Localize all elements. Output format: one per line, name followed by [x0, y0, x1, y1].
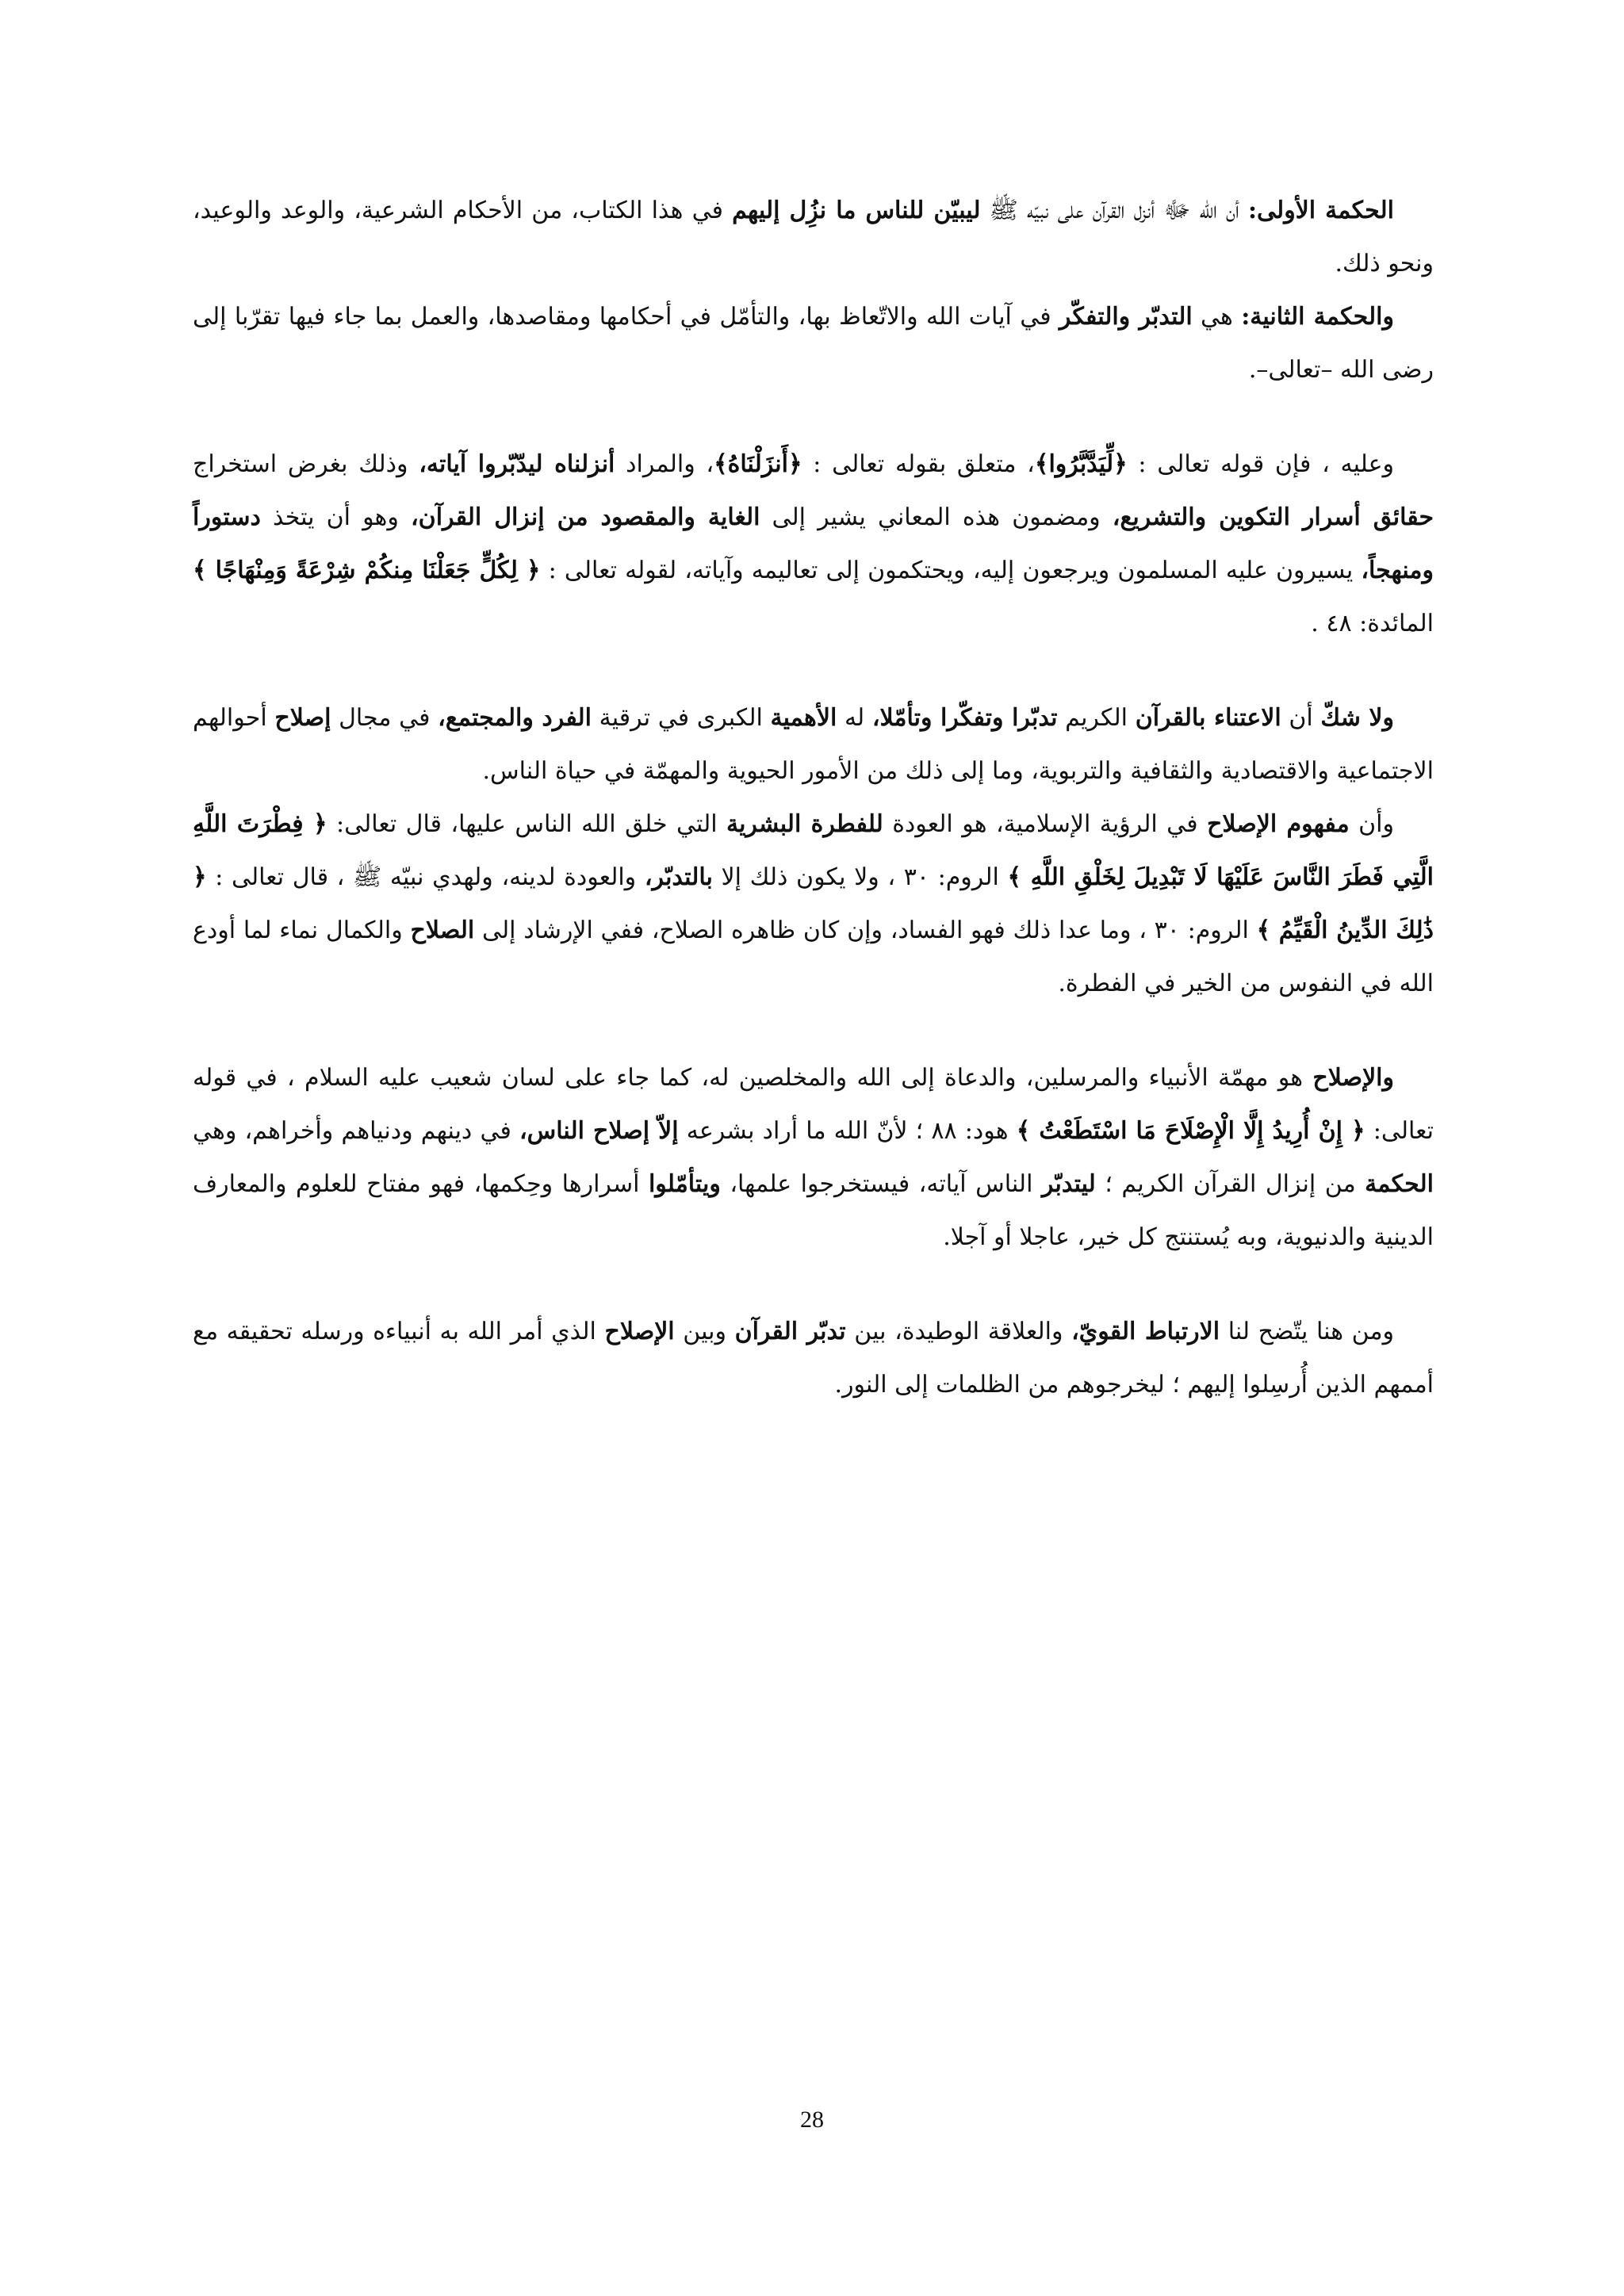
text: الكريم [1057, 704, 1136, 732]
document-body [193, 184, 1434, 1411]
text: ، متعلق بقوله تعالى : [802, 450, 1035, 478]
text: أسرارها وحِكمها، فهو مفتاح للعلوم والمعارف الدينية والدنيوية، وبه يُستنتج كل خير، عاجلا أو آجلا. [193, 1170, 1434, 1251]
text: الكبرى في ترقية [592, 704, 771, 732]
text: والعودة لدينه، ولهدي نبيّه ﷺ ، قال تعالى : [206, 863, 645, 891]
bold-text: الاعتناء بالقرآن [1135, 704, 1281, 732]
text: الناس آياته، فيستخرجوا علمها، [720, 1170, 1042, 1198]
text: والعلاقة الوطيدة، بين [845, 1318, 1072, 1345]
text: في هذا الكتاب، من الأحكام الشرعية، والوعد والوعيد، ونحو ذلك. [193, 197, 1434, 277]
text: يسيرون عليه المسلمون ويرجعون إليه، ويحتكمون إلى تعاليمه وآياته، لقوله تعالى : [540, 557, 1362, 584]
paragraph-islah-concept [193, 798, 1434, 1010]
text: ، والمراد [615, 450, 714, 478]
text: التي خلق الله الناس عليها، قال تعالى: [327, 810, 726, 838]
text: من إنزال القرآن الكريم ؛ [1095, 1170, 1365, 1198]
text: وذلك بغرض استخراج [193, 450, 419, 478]
bold-text: إصلاح [274, 704, 331, 732]
text: في الرؤية الإسلامية، هو العودة [883, 810, 1207, 838]
text: وعليه ، فإن قوله تعالى : [1127, 450, 1394, 478]
bold-text: الحكمة [1365, 1170, 1434, 1198]
text: هو مهمّة الأنبياء والمرسلين، والدعاة إلى الله والمخلصين له، كما جاء على لسان شعيب عليه السلام ، في قوله تعالى: [193, 1064, 1434, 1145]
bold-text: التدبّر والتفكّر [1059, 303, 1193, 331]
text: وبين [674, 1318, 735, 1345]
text: وهو أن يتخذ [260, 503, 411, 531]
quran-verse: ﴿ فِطْرَتَ اللَّهِ الَّتِي فَطَرَ النَّاسَ عَلَيْهَا لَا تَبْدِيلَ لِخَلْقِ اللَّهِ ﴾ [193, 810, 1434, 891]
bold-text: حقائق أسرار التكوين والتشريع، [1112, 503, 1434, 531]
text: ومن هنا يتّضح لنا [1220, 1318, 1395, 1345]
bold-text: تدبّر القرآن [734, 1318, 846, 1345]
text: هي [1192, 303, 1242, 331]
verse-reference: المائدة: ٤٨ . [1311, 610, 1434, 637]
bold-text: ليتدبّر [1041, 1170, 1096, 1198]
quran-verse: ﴿ إِنْ أُرِيدُ إِلَّا الْإِصْلَاحَ مَا اسْتَطَعْتُ ﴾ [1016, 1117, 1365, 1145]
text: أن [1281, 704, 1321, 732]
bold-text: دستوراً ومنهجاً، [193, 503, 1434, 584]
bold-text: مفهوم الإصلاح [1206, 810, 1350, 838]
text: في آيات الله والاتّعاظ بها، والتأمّل في أحكامها ومقاصدها، والعمل بما جاء فيها تقرّبا إلى رضى الله –تعالى–. [193, 303, 1434, 384]
bold-text: أنزلناه ليدّبّروا آياته، [419, 450, 615, 478]
paragraph-second-wisdom [193, 290, 1434, 396]
bold-text: الصلاح [410, 916, 475, 944]
quran-verse: ﴿أَنزَلْنَاهُ﴾ [714, 450, 802, 478]
bold-text: ولا شكّ [1320, 704, 1394, 732]
bold-text: الارتباط القويّ، [1071, 1318, 1220, 1345]
bold-text: ليبيّن للناس ما نزُِل إليهم [732, 197, 981, 224]
paragraph-first-wisdom [193, 184, 1434, 290]
bold-text: الأهمية [770, 704, 837, 732]
text: في مجال [331, 704, 439, 732]
text: أن الله ﷻ أنزل القرآن على نبيّه ﷺ [980, 197, 1248, 224]
quran-verse: ﴿ لِكُلٍّ جَعَلْنَا مِنكُمْ شِرْعَةً وَمِنْهَاجًا ﴾ [193, 557, 541, 584]
text: هود: ٨٨ ؛ لأنّ الله ما أراد بشرعه [678, 1117, 1017, 1145]
paragraph-conclusion [193, 1305, 1434, 1411]
bold-text: الغاية والمقصود من إنزال القرآن، [410, 503, 760, 531]
text: الذي أمر الله به أنبياءه ورسله تحقيقه مع أممهم الذين أُرسِلوا إليهم ؛ ليخرجوهم من الظلمات إلى النور. [193, 1318, 1434, 1399]
bold-text: ويتأمّلوا [648, 1170, 721, 1198]
text: ومضمون هذه المعاني يشير إلى [760, 503, 1113, 531]
text: أحوالهم الاجتماعية والاقتصادية والثقافية والتربوية، وما إلى ذلك من الأمور الحيوية والمهمّة في حياة الناس. [193, 704, 1434, 785]
text: الروم: ٣٠ ، وما عدا ذلك فهو الفساد، وإن كان ظاهره الصلاح، ففي الإرشاد إلى [474, 916, 1257, 944]
bold-text: الإصلاح [604, 1318, 675, 1345]
paragraph-tadabbur-purpose [193, 438, 1434, 650]
bold-text: والحكمة الثانية: [1241, 303, 1395, 331]
bold-text: إلاّ إصلاح الناس، [519, 1117, 679, 1145]
quran-verse: ﴿ ذَٰلِكَ الدِّينُ الْقَيِّمُ ﴾ [193, 863, 1434, 944]
text: وأن [1349, 810, 1394, 838]
page-number: 28 [800, 2107, 824, 2133]
bold-text: تدبّرا وتفكّرا وتأمّلا، [871, 704, 1058, 732]
text: الروم: ٣٠ ، ولا يكون ذلك إلا [712, 863, 1008, 891]
paragraph-importance [193, 691, 1434, 798]
text: والكمال نماء لما أودع الله في النفوس من الخير في الفطرة. [193, 916, 1434, 997]
bold-text: والإصلاح [1312, 1064, 1394, 1092]
bold-text: بالتدبّر، [644, 863, 713, 891]
bold-text: الحكمة الأولى: [1247, 197, 1394, 224]
bold-text: الفرد والمجتمع، [438, 704, 592, 732]
text: في دينهم ودنياهم وأخراهم، وهي [193, 1117, 519, 1145]
quran-verse: ﴿لِّيَدَّبَّرُوا﴾ [1034, 450, 1128, 478]
text: له [837, 704, 872, 732]
paragraph-islah-mission [193, 1051, 1434, 1264]
bold-text: للفطرة البشرية [726, 810, 883, 838]
